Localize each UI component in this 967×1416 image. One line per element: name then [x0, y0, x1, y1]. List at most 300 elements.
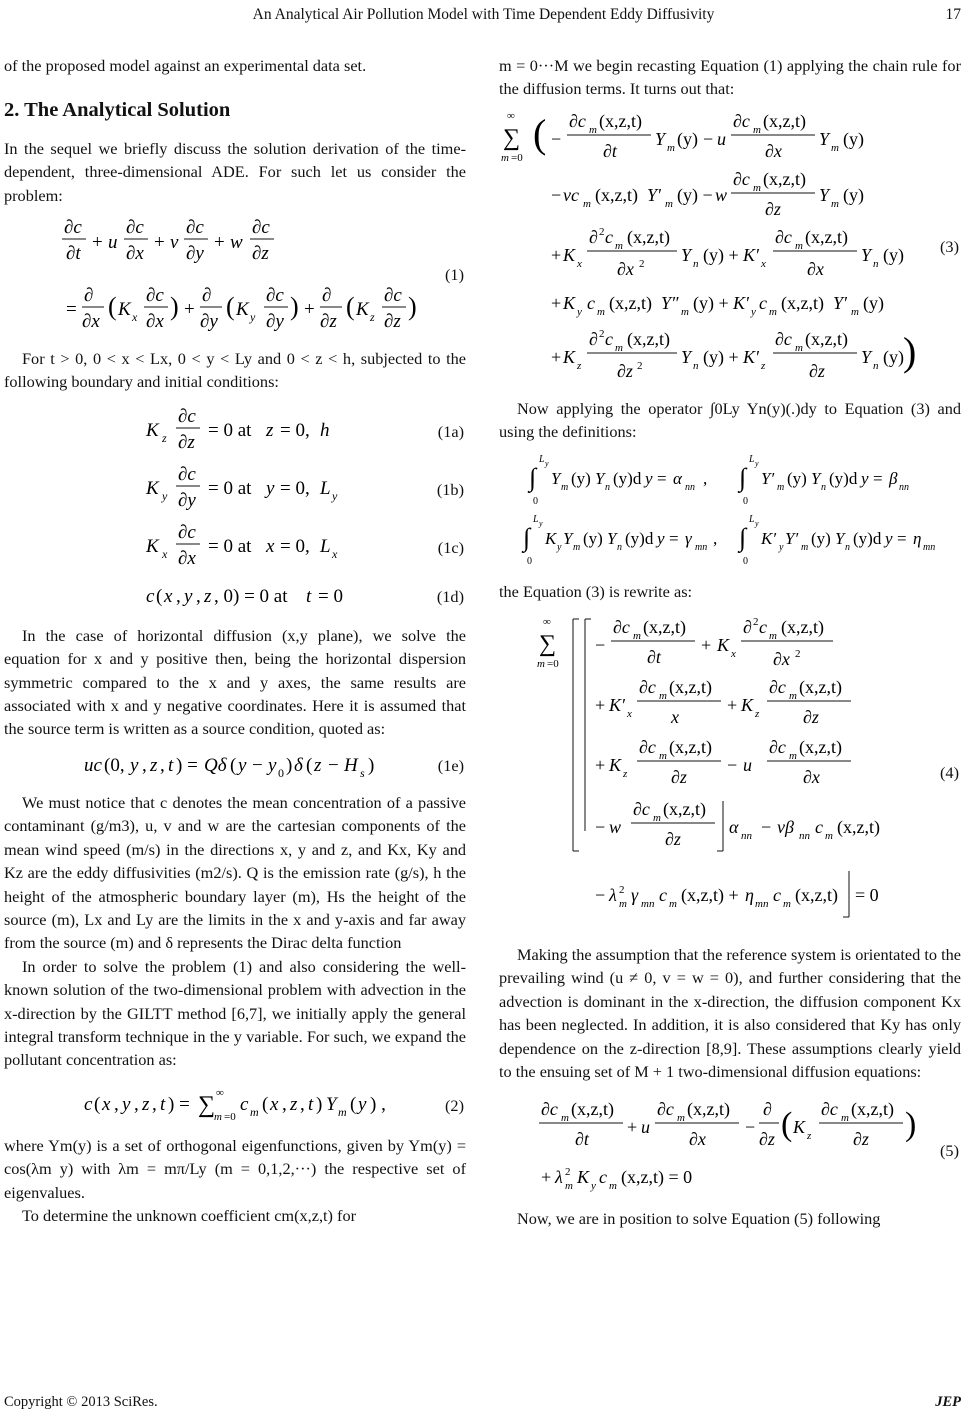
svg-text:m: m: [619, 898, 627, 911]
equation-number: (1d): [436, 586, 464, 606]
svg-text:,: ,: [114, 1093, 119, 1115]
equation-1c-math: [4, 522, 384, 572]
svg-text:∂x: ∂x: [689, 1129, 706, 1150]
journal-abbrev: JEP: [935, 1394, 961, 1410]
svg-text:m: m: [565, 1180, 573, 1193]
svg-text:∂x: ∂x: [617, 258, 634, 279]
svg-text:m: m: [665, 197, 673, 210]
svg-text:(: (: [350, 1093, 357, 1115]
svg-text:(x,z,t) +: (x,z,t) +: [681, 885, 739, 906]
svg-text:2: 2: [565, 1166, 571, 1179]
svg-text:∫: ∫: [529, 462, 537, 492]
svg-text:∂c: ∂c: [146, 285, 164, 307]
svg-text:,: ,: [713, 528, 718, 548]
svg-text:,: ,: [134, 1093, 139, 1115]
svg-text:Y′: Y′: [761, 468, 775, 488]
svg-text:n: n: [873, 359, 879, 372]
svg-text:(y)d: (y)d: [625, 528, 654, 548]
svg-text:c: c: [759, 617, 767, 638]
svg-text:+: +: [214, 232, 225, 254]
svg-text:−: −: [328, 754, 339, 776]
svg-text:∂t: ∂t: [66, 243, 81, 265]
svg-text:2: 2: [639, 257, 645, 270]
svg-text:(y): (y): [583, 528, 603, 548]
svg-text:y: y: [332, 488, 338, 503]
svg-text:K: K: [563, 244, 576, 265]
svg-text:= 0: = 0: [318, 585, 343, 607]
svg-text:Y: Y: [861, 346, 872, 367]
svg-text:K: K: [563, 292, 576, 313]
svg-text:mn: mn: [923, 541, 936, 553]
svg-text:y: y: [130, 754, 139, 776]
paragraph: For t > 0, 0 < x < Lx, 0 < y < Ly and 0 < z < h, subjected to the following boundary and initial conditions:: [4, 349, 466, 392]
svg-text:, 0) = 0 at: , 0) = 0 at: [214, 585, 288, 607]
svg-text:(y)d: (y)d: [853, 528, 882, 548]
svg-text:m: m: [831, 197, 839, 210]
svg-text:): ): [408, 292, 417, 322]
svg-text:m: m: [609, 1180, 617, 1193]
page-header: [0, 4, 967, 26]
svg-text:(y) +: (y) +: [693, 292, 729, 313]
svg-text:n: n: [873, 257, 879, 270]
svg-text:,: ,: [176, 585, 181, 607]
svg-text:m: m: [789, 690, 797, 703]
svg-text:m: m: [338, 1104, 347, 1119]
svg-text:η: η: [745, 885, 754, 906]
svg-text:nn: nn: [799, 830, 810, 843]
svg-text:(x,z,t): (x,z,t): [805, 328, 848, 349]
svg-text:∂: ∂: [743, 617, 752, 638]
svg-text:(x,z,t): (x,z,t): [643, 617, 686, 638]
svg-text:h: h: [320, 419, 330, 441]
svg-text:=: =: [66, 299, 77, 321]
running-title: An Analytical Air Pollution Model with Time Dependent Eddy Diffusivity: [252, 6, 715, 23]
equation-1d: [4, 580, 466, 614]
svg-text:z: z: [807, 1130, 812, 1143]
svg-text:(x,z,t): (x,z,t): [687, 1099, 730, 1120]
svg-text:m: m: [851, 305, 859, 318]
svg-text:(y): (y): [811, 528, 831, 548]
svg-text:+: +: [627, 1117, 638, 1138]
svg-text:(y)d: (y)d: [613, 468, 642, 488]
svg-text:m: m: [653, 812, 661, 825]
definitions: [499, 450, 961, 568]
svg-text:m: m: [769, 305, 777, 318]
svg-text:x: x: [164, 585, 173, 607]
svg-text:z: z: [150, 754, 158, 776]
svg-text:∂c: ∂c: [126, 217, 144, 239]
equation-number: (1): [445, 265, 464, 285]
svg-text:): ): [286, 754, 293, 776]
svg-text:∂c: ∂c: [178, 405, 196, 427]
svg-text:m: m: [573, 541, 581, 553]
svg-text:Y: Y: [861, 244, 872, 265]
svg-text:z: z: [290, 1093, 298, 1115]
equation-2-math: [4, 1082, 404, 1126]
svg-text:(x,z,t): (x,z,t): [669, 677, 712, 698]
svg-text:2: 2: [637, 359, 643, 372]
svg-text:w: w: [715, 184, 728, 205]
svg-text:∂c: ∂c: [633, 799, 650, 820]
svg-text:m: m: [769, 630, 777, 643]
equation-1e-math: [4, 749, 394, 783]
svg-text:m: m: [633, 630, 641, 643]
svg-text:K: K: [545, 528, 557, 548]
right-column: [499, 54, 961, 1231]
svg-text:m: m: [669, 898, 677, 911]
svg-text:∂c: ∂c: [178, 521, 196, 543]
svg-text:0: 0: [743, 495, 748, 507]
svg-text:∂z: ∂z: [765, 198, 781, 219]
svg-text:L: L: [320, 535, 331, 557]
svg-text:c: c: [659, 885, 667, 906]
svg-text:(: (: [230, 754, 237, 776]
svg-text:y: y: [577, 305, 582, 318]
svg-text:∂z: ∂z: [671, 767, 687, 788]
svg-text:(x,z,t): (x,z,t): [799, 677, 842, 698]
svg-text:m: m: [777, 481, 785, 493]
svg-text:m: m: [795, 341, 803, 354]
svg-text:(x,z,t): (x,z,t): [627, 226, 670, 247]
svg-text:mn: mn: [755, 898, 769, 911]
svg-text:H: H: [344, 754, 358, 776]
svg-text:(x,z,t) = 0: (x,z,t) = 0: [621, 1167, 693, 1188]
paragraph: m = 0···M we begin recasting Equation (1) applying the chain rule for the diffusion terms. It turns out that:: [499, 56, 961, 99]
svg-text:(y): (y): [863, 292, 884, 313]
svg-text:∂y: ∂y: [186, 243, 204, 265]
svg-text:m: m: [825, 830, 833, 843]
svg-text:∂: ∂: [589, 328, 598, 349]
svg-text:Y″: Y″: [661, 292, 679, 313]
svg-text:,: ,: [282, 1093, 287, 1115]
svg-text:∂z: ∂z: [665, 829, 681, 850]
svg-text:∂t: ∂t: [575, 1129, 589, 1150]
svg-text:(x,z,t): (x,z,t): [609, 292, 652, 313]
svg-text:(: (: [306, 754, 313, 776]
svg-text:L: L: [533, 513, 539, 525]
svg-text:m: m: [667, 141, 675, 154]
svg-text:): ): [905, 1106, 917, 1144]
svg-text:m: m: [795, 239, 803, 252]
svg-text:∂t: ∂t: [603, 140, 617, 161]
svg-text:(x,z,t): (x,z,t): [627, 328, 670, 349]
svg-text:c: c: [759, 292, 767, 313]
svg-text:= 0,: = 0,: [280, 477, 310, 499]
svg-text:Y: Y: [563, 528, 573, 548]
svg-text:∂z: ∂z: [853, 1129, 869, 1150]
svg-text:n: n: [617, 541, 622, 553]
svg-text:vβ: vβ: [777, 817, 794, 838]
svg-text:+: +: [92, 232, 103, 254]
svg-text:∂x: ∂x: [765, 140, 782, 161]
equation-1a-math: [4, 406, 384, 456]
svg-text:m: m: [831, 141, 839, 154]
svg-text:α: α: [729, 817, 739, 838]
svg-text:c: c: [146, 585, 155, 607]
svg-text:=: =: [897, 528, 907, 548]
svg-text:∂c: ∂c: [252, 217, 270, 239]
svg-text:y: y: [539, 518, 543, 528]
svg-text:c: c: [773, 885, 781, 906]
svg-text:∂c: ∂c: [821, 1099, 838, 1120]
svg-text:−: −: [595, 635, 606, 656]
svg-text:K: K: [577, 1167, 590, 1188]
svg-text:) ,: ) ,: [370, 1093, 386, 1115]
section-title: 2. The Analytical Solution: [4, 99, 231, 122]
svg-text:c: c: [815, 817, 823, 838]
svg-text:= 0 at: = 0 at: [208, 419, 252, 441]
svg-text:(x,z,t): (x,z,t): [595, 184, 638, 205]
svg-text:n: n: [821, 481, 826, 493]
equation-1a: [4, 406, 466, 456]
equation-number: (1c): [437, 537, 464, 557]
svg-text:=: =: [669, 528, 679, 548]
svg-text:0: 0: [533, 495, 538, 507]
svg-text:γ: γ: [631, 885, 639, 906]
equation-1-math: [4, 215, 424, 335]
svg-text:−: −: [745, 1117, 756, 1138]
svg-text:c: c: [605, 328, 613, 349]
svg-text:z: z: [314, 754, 322, 776]
svg-text:(x,z,t): (x,z,t): [599, 110, 642, 131]
svg-text:2: 2: [619, 884, 625, 897]
svg-text:∂c: ∂c: [733, 110, 750, 131]
paragraph: Now applying the operator ∫0Ly Yn(y)(.)dy to Equation (3) and using the definitions:: [499, 398, 961, 442]
svg-text:u: u: [641, 1117, 650, 1138]
paragraph: In order to solve the problem (1) and also considering the well-known solution of the two-dimensional problem with advection in the x-direction by the GILTT method [6,7], we initially apply the general integral transform technique in the y variable. For such, we expand the pollutant concentration as:: [4, 956, 466, 1070]
svg-text:K′: K′: [743, 244, 759, 265]
svg-text:∂z: ∂z: [384, 311, 401, 333]
svg-text:m: m: [677, 1112, 685, 1125]
svg-text:2: 2: [599, 327, 605, 340]
svg-text:+: +: [304, 299, 315, 321]
svg-text:0: 0: [527, 555, 532, 567]
svg-text:,: ,: [152, 1093, 157, 1115]
svg-text:t: t: [306, 585, 312, 607]
svg-text:K: K: [236, 299, 249, 321]
svg-text:n: n: [845, 541, 850, 553]
svg-text:y: y: [358, 1093, 367, 1115]
svg-text:K: K: [146, 419, 159, 441]
svg-text:∑: ∑: [198, 1091, 216, 1118]
svg-text:z: z: [204, 585, 212, 607]
svg-text:y: y: [122, 1093, 131, 1115]
svg-text:∂c: ∂c: [775, 328, 792, 349]
svg-text:x: x: [627, 708, 632, 721]
svg-text:y: y: [861, 468, 869, 488]
svg-text:Y: Y: [835, 528, 845, 548]
equation-3: [499, 105, 961, 383]
svg-text:y: y: [238, 754, 247, 776]
svg-text:Y: Y: [655, 128, 666, 149]
svg-text:x: x: [731, 648, 736, 661]
svg-text:m: m: [597, 305, 605, 318]
svg-text:y: y: [162, 488, 168, 503]
svg-text:Y′: Y′: [785, 528, 799, 548]
svg-text:u: u: [717, 128, 726, 149]
svg-text:−: −: [551, 184, 562, 205]
svg-text:+: +: [595, 755, 606, 776]
svg-text:) =: ) =: [176, 754, 198, 776]
svg-text:x: x: [266, 535, 275, 557]
svg-text:β: β: [889, 468, 898, 488]
svg-text:z: z: [761, 359, 766, 372]
svg-text:∫: ∫: [739, 462, 747, 492]
svg-text:Y: Y: [595, 468, 605, 488]
svg-text:=0: =0: [547, 658, 559, 671]
svg-text:+: +: [551, 244, 562, 265]
svg-text:(: (: [94, 1093, 101, 1115]
svg-text:m: m: [561, 1112, 569, 1125]
equation-5-math: [499, 1093, 919, 1197]
svg-text:(: (: [781, 1106, 793, 1144]
svg-text:(: (: [533, 110, 547, 156]
svg-text:y: y: [591, 1180, 596, 1193]
svg-text:(: (: [262, 1093, 269, 1115]
svg-text:y: y: [184, 585, 193, 607]
svg-text:m: m: [753, 123, 761, 136]
svg-text:∂: ∂: [763, 1099, 772, 1120]
svg-text:= 0: = 0: [855, 885, 879, 906]
svg-text:Qδ: Qδ: [204, 754, 227, 776]
svg-text:,: ,: [160, 754, 165, 776]
svg-text:): ): [368, 754, 375, 776]
svg-text:n: n: [605, 481, 610, 493]
svg-text:(x,z,t): (x,z,t): [763, 110, 806, 131]
equation-2: [4, 1082, 466, 1126]
svg-text:y: y: [268, 754, 277, 776]
svg-text:∑: ∑: [503, 124, 521, 151]
svg-text:∂c: ∂c: [733, 168, 750, 189]
svg-text:y: y: [557, 541, 562, 553]
paragraph: the Equation (3) is rewrite as:: [499, 581, 693, 601]
svg-text:2: 2: [795, 648, 801, 661]
svg-text:x: x: [671, 707, 679, 728]
svg-text:(y): (y): [883, 244, 904, 265]
svg-text:Y′: Y′: [833, 292, 847, 313]
svg-text:(y): (y): [843, 184, 864, 205]
svg-text:+: +: [701, 635, 712, 656]
svg-text:+: +: [184, 299, 195, 321]
svg-text:∞: ∞: [507, 109, 515, 122]
svg-text:L: L: [320, 477, 331, 499]
svg-text:y: y: [885, 528, 893, 548]
svg-text:y: y: [645, 468, 653, 488]
svg-text:(x,z,t): (x,z,t): [763, 168, 806, 189]
svg-text:): ): [290, 292, 299, 322]
equation-number: (1a): [437, 421, 464, 441]
svg-text:−: −: [703, 128, 714, 149]
svg-text:u: u: [743, 755, 752, 776]
svg-text:v: v: [170, 232, 179, 254]
svg-text:∂z: ∂z: [252, 243, 269, 265]
svg-text:∂z: ∂z: [759, 1129, 775, 1150]
svg-text:z: z: [370, 310, 375, 325]
svg-text:∂c: ∂c: [613, 617, 630, 638]
svg-text:K′: K′: [761, 528, 777, 548]
svg-text:(x,z,t): (x,z,t): [837, 817, 880, 838]
svg-text:y: y: [755, 518, 759, 528]
svg-text:∂c: ∂c: [769, 737, 786, 758]
svg-text:(y): (y): [883, 346, 904, 367]
equation-1b: [4, 464, 466, 514]
paragraph: To determine the unknown coefficient cm(x,z,t) for: [22, 1205, 357, 1225]
svg-text:∂x: ∂x: [126, 243, 144, 265]
paragraph: of the proposed model against an experimental data set.: [4, 56, 367, 75]
svg-text:∂c: ∂c: [769, 677, 786, 698]
svg-text:∂x: ∂x: [803, 767, 820, 788]
svg-text:∂z: ∂z: [320, 311, 337, 333]
svg-text:∂z: ∂z: [617, 360, 633, 381]
svg-text:m: m: [801, 541, 809, 553]
svg-text:(y)d: (y)d: [829, 468, 858, 488]
paragraph: We must notice that c denotes the mean concentration of a passive contaminant (g/m3), u, v and w are the cartesian components of the mean wind speed (m/s) in the directions x, y and z, and Kx, Ky and Kz are the eddy diffusivities (m2/s). Q is the emission rate (g/s), h the height of the atmospheric boundary layer (m), Hs the height of the source (m), Lx and Ly are the limits in the x and y-axis and far away from the source (m) and δ represents the Dirac delta function: [4, 792, 466, 953]
svg-text:=0: =0: [511, 151, 523, 164]
svg-text:c: c: [587, 292, 595, 313]
svg-text:Y: Y: [681, 346, 692, 367]
svg-text:−: −: [727, 755, 738, 776]
svg-text:∂c: ∂c: [639, 677, 656, 698]
equation-number: (4): [940, 763, 959, 783]
svg-text:y: y: [266, 477, 275, 499]
svg-text:t: t: [308, 1093, 314, 1115]
svg-text:,: ,: [196, 585, 201, 607]
svg-text:Y: Y: [681, 244, 692, 265]
svg-text:(x,z,t): (x,z,t): [851, 1099, 894, 1120]
svg-text:K: K: [717, 635, 730, 656]
svg-text:∂y: ∂y: [178, 489, 196, 511]
svg-text:∞: ∞: [543, 616, 551, 629]
svg-text:−: −: [595, 885, 606, 906]
svg-text:= 0,: = 0,: [280, 535, 310, 557]
svg-text:−: −: [252, 754, 263, 776]
svg-text:x: x: [102, 1093, 111, 1115]
svg-text:α: α: [673, 468, 682, 488]
svg-text:n: n: [693, 359, 699, 372]
svg-text:x: x: [132, 310, 138, 325]
svg-text:(y): (y): [571, 468, 591, 488]
svg-text:m: m: [681, 305, 689, 318]
svg-text:∑: ∑: [539, 631, 557, 658]
svg-text:x: x: [577, 257, 582, 270]
svg-text:mn: mn: [695, 541, 708, 553]
svg-text:y: y: [751, 305, 756, 318]
svg-text:z: z: [266, 419, 274, 441]
svg-text:z: z: [142, 1093, 150, 1115]
equation-number: (5): [940, 1141, 959, 1161]
svg-text:∂c: ∂c: [775, 226, 792, 247]
svg-text:∂: ∂: [322, 285, 332, 307]
svg-text:∂c: ∂c: [64, 217, 82, 239]
svg-text:(: (: [108, 292, 117, 322]
svg-text:x: x: [162, 546, 168, 561]
equation-1b-math: [4, 464, 384, 514]
svg-text:+: +: [551, 292, 562, 313]
equation-1c: [4, 522, 466, 572]
svg-text:K′: K′: [743, 346, 759, 367]
equation-5: [499, 1093, 961, 1197]
svg-text:∫: ∫: [739, 522, 747, 552]
svg-text:Y: Y: [819, 184, 830, 205]
svg-text:,: ,: [703, 468, 708, 488]
svg-text:nn: nn: [685, 481, 695, 493]
svg-text:(y) −: (y) −: [677, 184, 713, 205]
svg-text:Y: Y: [551, 468, 561, 488]
svg-text:nn: nn: [741, 830, 752, 843]
svg-text:m: m: [589, 123, 597, 136]
svg-text:(x,z,t): (x,z,t): [781, 617, 824, 638]
equation-number: (1e): [437, 755, 464, 775]
